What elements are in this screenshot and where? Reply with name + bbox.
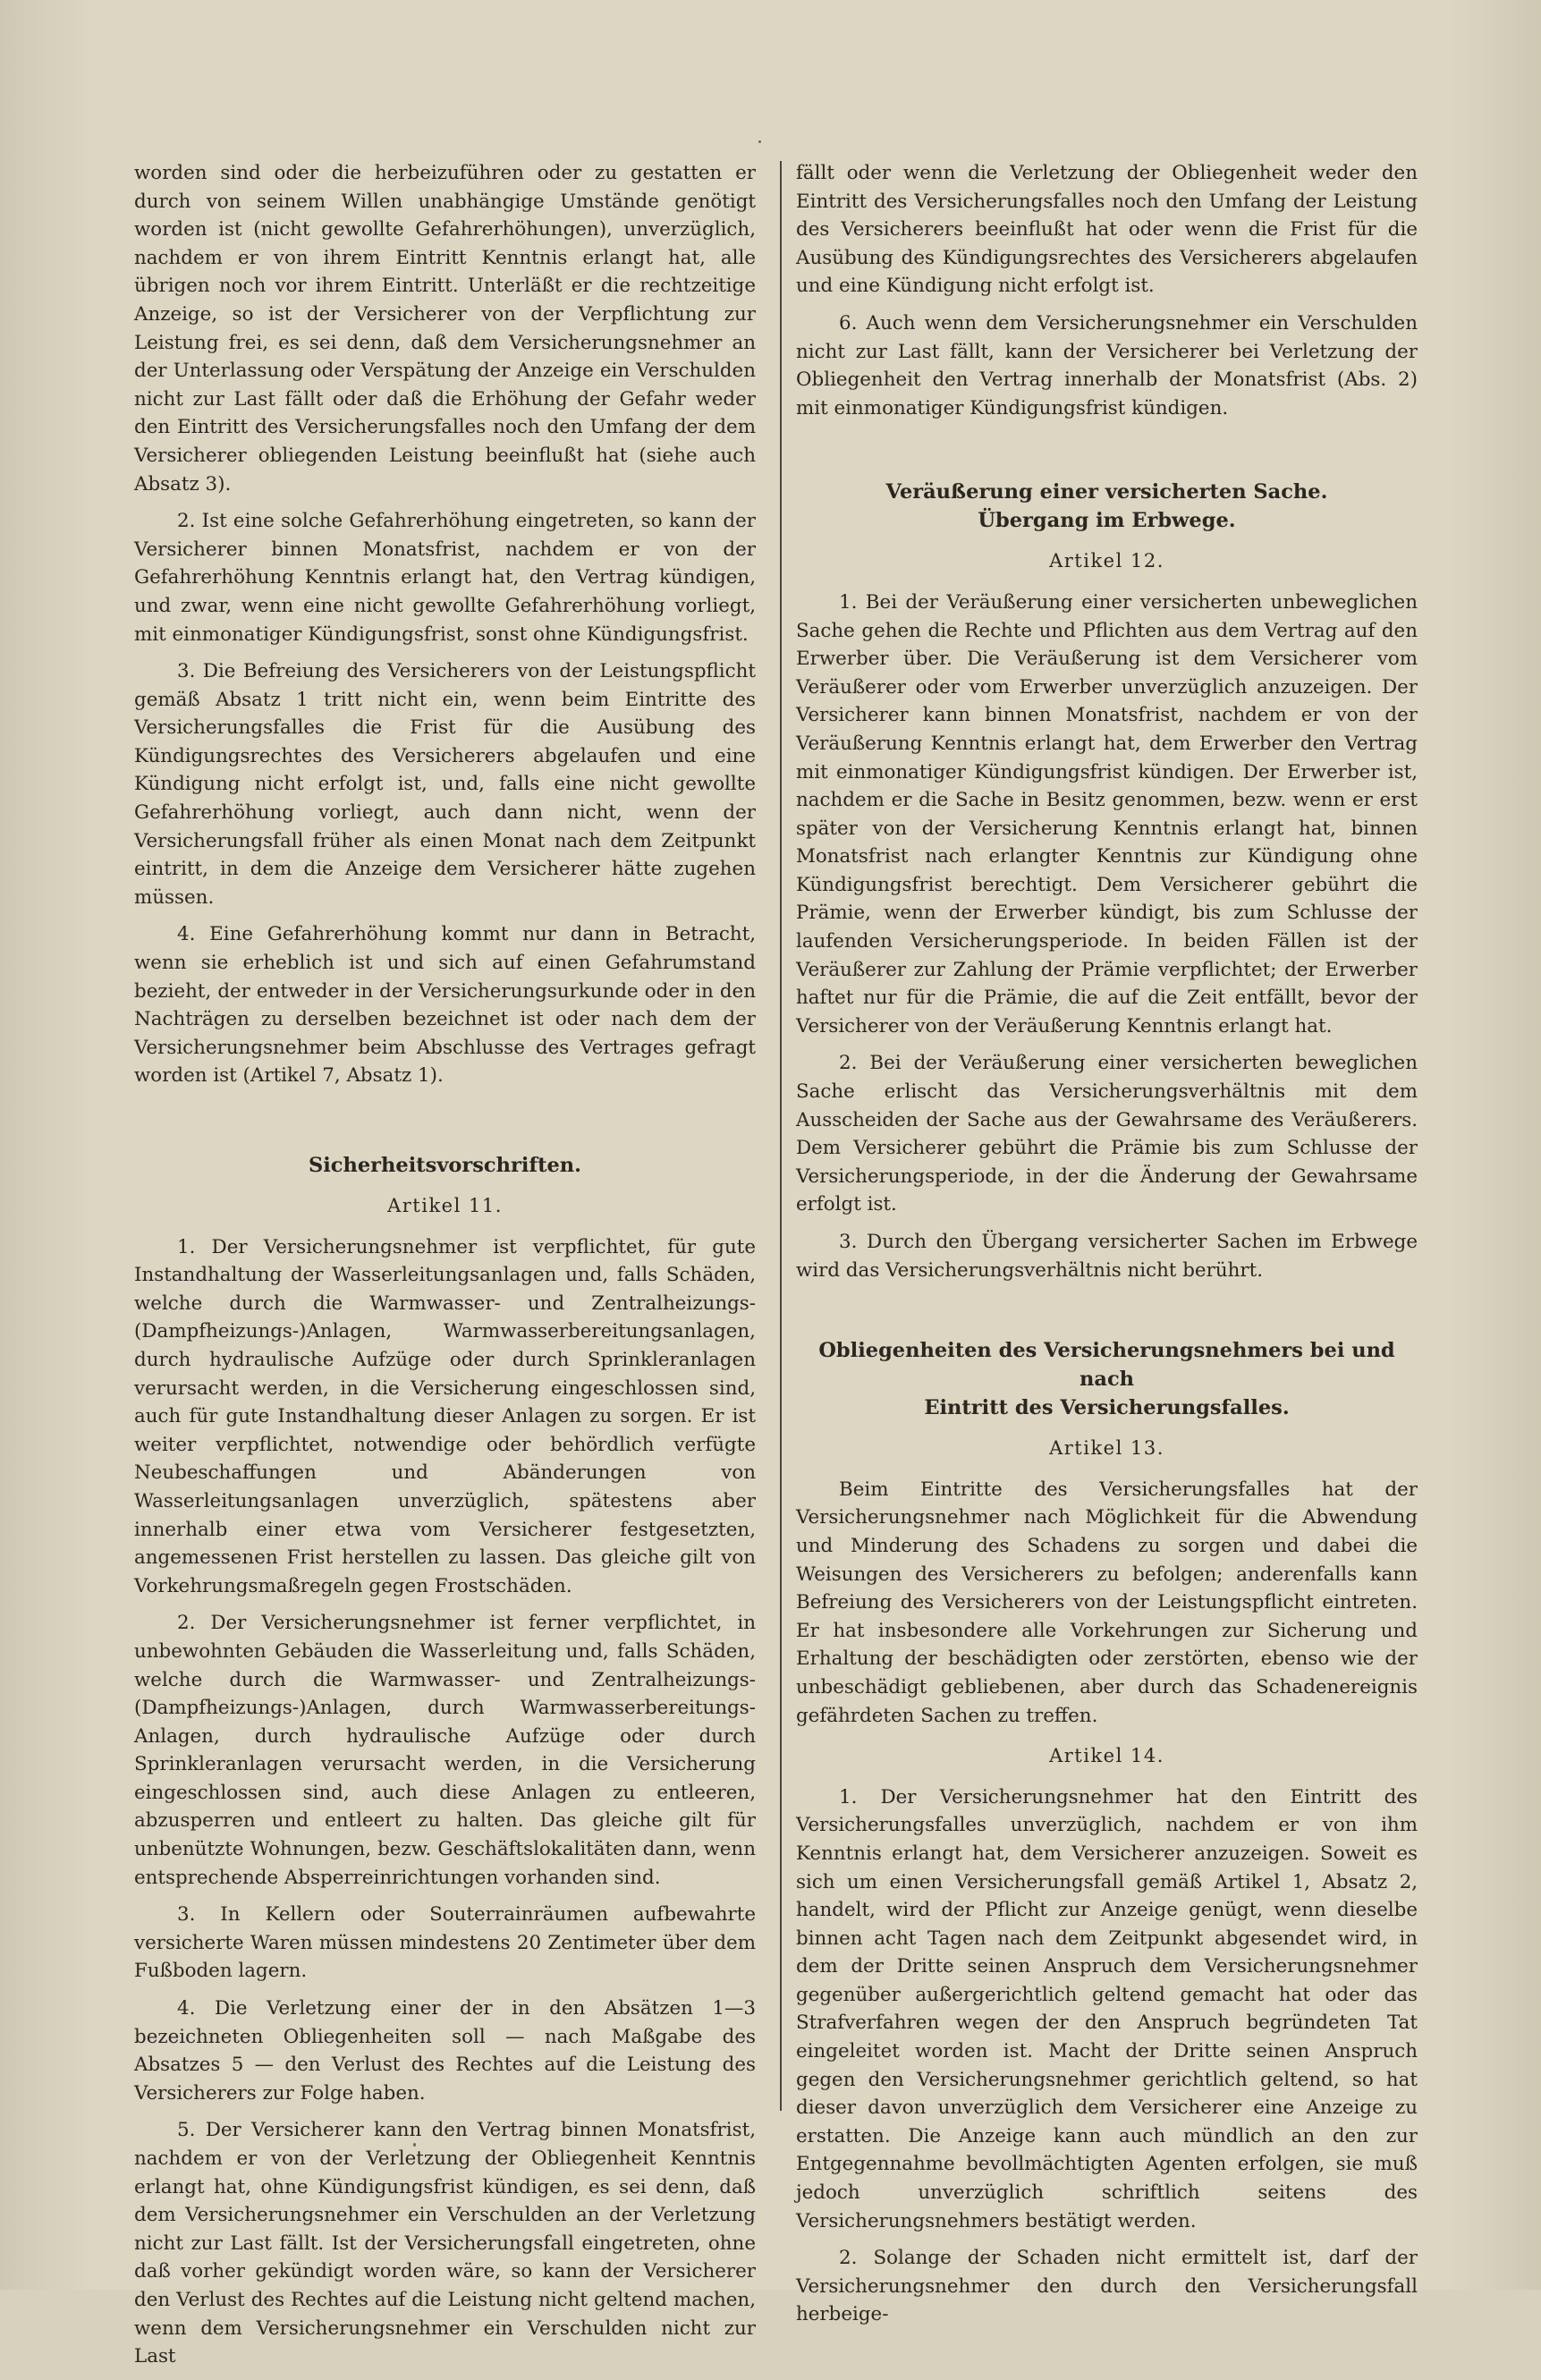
article-11-paragraph-6: 6. Auch wenn dem Versicherungsnehmer ein Verschulden nicht zur Last fällt, kann der Versicherer bei Verletzung der Obliegenheit den Vertrag innerhalb der Monatsfrist (Abs. 2) mit einmonatiger Kündigungsfrist kündigen. xyxy=(796,311,1418,419)
article-14-label: Artikel 14. xyxy=(1049,1745,1164,1767)
article-13-label: Artikel 13. xyxy=(1049,1437,1164,1460)
section-heading-safety: Sicherheitsvorschriften. xyxy=(309,1154,581,1177)
left-column xyxy=(134,159,756,2380)
article-11-paragraph-4: 4. Die Verletzung einer der in den Absätzen 1—3 bezeichneten Obliegenheiten soll — nach Maßgabe des Absatzes 5 — den Verlust des Rechtes auf die Leistung des Versicherers zur Folge haben. xyxy=(134,1997,756,2105)
article-11-paragraph-5: 5. Der Versicherer kann den Vertrag binnen Monatsfrist, nachdem er von der Verletzung der Obliegenheit Kenntnis erlangt hat, ohne Kündigungsfrist kündigen, es sei denn, daß dem Versicherungsnehmer ein Verschulden an der Verletzung nicht zur Last fällt. Ist der Versicherungsfall eingetreten, ohne daß vorher gekündigt worden wäre, so kann der Versicherer den Verlust des Rechtes auf die Leistung nicht geltend machen, wenn dem Versicherungsnehmer ein Verschulden nicht zur Last xyxy=(134,2119,756,2368)
paragraph-continuation-right: fällt oder wenn die Verletzung der Obliegenheit weder den Eintritt des Versicherungsfalles noch den Umfang der Leistung des Versicherers beeinflußt hat oder wenn die Frist für die Ausübung des Kündigungsrechtes des Versicherers abgelaufen und eine Kündigung nicht erfolgt ist. xyxy=(796,162,1418,298)
article-11-paragraph-1: 1. Der Versicherungsnehmer ist verpflichtet, für gute Instandhaltung der Wasserleitungsanlagen und, falls Schäden, welche durch die Warmwasser- und Zentralheizungs-(Dampfheizungs-)Anlagen, Warmwasserbereitungsanlagen, durch hydraulische Aufzüge oder durch Sprinkleranlagen verursacht werden, in die Versicherung eingeschlossen sind, auch für gute Instandhaltung dieser Anlagen zu sorgen. Er ist weiter verpflichtet, notwendige oder behördlich verfügte Neubeschaffungen und Abänderungen von Wasserleitungsanlagen unverzüglich, spätestens aber innerhalb einer etwa vom Versicherer festgesetzten, angemessenen Frist herstellen zu lassen. Das gleiche gilt von Vorkehrungsmaßregeln gegen Frostschäden. xyxy=(134,1235,756,1597)
article-11-paragraph-2: 2. Der Versicherungsnehmer ist ferner verpflichtet, in unbewohnten Gebäuden die Wasserleitung und, falls Schäden, welche durch die Warmwasser- und Zentralheizungs-(Dampfheizungs-)Anlagen, durch Warmwasserbereitungs-Anlagen, durch hydraulische Aufzüge oder durch Sprinkleranlagen verursacht werden, in die Versicherung eingeschlossen sind, auch diese Anlagen zu entleeren, abzusperren und entleert zu halten. Das gleiche gilt für unbenützte Wohnungen, bezw. Geschäftslokalitäten dann, wenn entsprechende Absperreinrichtungen vorhanden sind. xyxy=(134,1612,756,1889)
article-11-paragraph-3: 3. In Kellern oder Souterrainräumen aufbewahrte versicherte Waren müssen mindestens 20 Zentimeter über dem Fußboden lagern. xyxy=(134,1903,756,1983)
paragraph-3: 3. Die Befreiung des Versicherers von der Leistungspflicht gemäß Absatz 1 tritt nicht ein, wenn beim Eintritte des Versicherungsfalles die Frist für die Ausübung des Kündigungsrechtes des Versicherers abgelaufen und eine Kündigung nicht erfolgt ist, und, falls eine nicht gewollte Gefahrerhöhung vorliegt, auch dann nicht, wenn der Versicherungsfall früher als einen Monat nach dem Zeitpunkt eintritt, in dem die Anzeige dem Versicherer hätte zugehen müssen. xyxy=(134,660,756,909)
article-12-paragraph-3: 3. Durch den Übergang versicherter Sachen im Erbwege wird das Versicherungsverhältnis nicht berührt. xyxy=(796,1231,1418,1282)
paper-speck xyxy=(758,140,761,143)
paragraph-continuation: worden sind oder die herbeizuführen oder zu gestatten er durch von seinem Willen unabhängige Umstände genötigt worden ist (nicht gewollte Gefahrerhöhungen), unverzüglich, nachdem er von ihrem Eintritt Kenntnis erlangt hat, alle übrigen noch vor ihrem Eintritt. Unterläßt er die rechtzeitige Anzeige, so ist der Versicherer von der Verpflichtung zur Leistung frei, es sei denn, daß dem Versicherungsnehmer an der Unterlassung oder Verspätung der Anzeige ein Verschulden nicht zur Last fällt oder daß die Erhöhung der Gefahr weder den Eintritt des Versicherungsfalles noch den Umfang der dem Versicherer obliegenden Leistung beeinflußt hat (siehe auch Absatz 3). xyxy=(134,162,756,495)
article-13-paragraph-1: Beim Eintritte des Versicherungsfalles hat der Versicherungsnehmer nach Möglichkeit für die Abwendung und Minderung des Schadens zu sorgen und dabei die Weisungen des Versicherers zu befolgen; anderenfalls kann Befreiung des Versicherers von der Leistungspflicht eintreten. Er hat insbesondere alle Vorkehrungen zur Sicherung und Erhaltung der beschädigten oder zerstörten, ebenso wie der unbeschädigt gebliebenen, aber durch das Schadenereignis gefährdeten Sachen zu treffen. xyxy=(796,1478,1418,1727)
section-heading-sale-line-1: Veräußerung einer versicherten Sache. xyxy=(885,480,1328,504)
article-12-label: Artikel 12. xyxy=(1049,550,1164,572)
article-14-paragraph-1: 1. Der Versicherungsnehmer hat den Eintritt des Versicherungsfalles unverzüglich, nachdem er von ihm Kenntnis erlangt hat, dem Versicherer anzuzeigen. Soweit es sich um einen Versicherungsfall gemäß Artikel 1, Absatz 2, handelt, wird der Pflicht zur Anzeige genügt, wenn dieselbe binnen acht Tagen nach dem Zeitpunkt abgesendet wird, in dem der Dritte seinen Anspruch dem Versicherungsnehmer gegenüber außergerichtlich geltend gemacht hat oder das Strafverfahren wegen der den Anspruch begründeten Tat eingeleitet worden ist. Macht der Dritte seinen Anspruch gegen den Versicherungsnehmer gerichtlich geltend, so hat dieser davon unverzüglich dem Versicherer eine Anzeige zu erstatten. Die Anzeige kann auch mündlich an den zur Entgegennahme bevollmächtigten Agenten erfolgen, sie muß jedoch unverzüglich schriftlich seitens des Versicherungsnehmers bestätigt werden. xyxy=(796,1785,1418,2232)
paragraph-4: 4. Eine Gefahrerhöhung kommt nur dann in Betracht, wenn sie erheblich ist und sich auf einen Gefahrumstand bezieht, der entweder in der Versicherungsurkunde oder in den Nachträgen zu derselben bezeichnet ist oder nach dem der Versicherungsnehmer beim Abschlusse des Vertrages gefragt worden ist (Artikel 7, Absatz 1). xyxy=(134,923,756,1088)
article-11-label: Artikel 11. xyxy=(387,1195,503,1216)
section-heading-sale-line-2: Übergang im Erbwege. xyxy=(978,509,1236,533)
section-heading-duties-line-1: Obliegenheiten des Versicherungsnehmers bei und nach xyxy=(818,1339,1395,1392)
paper-speck xyxy=(413,2143,416,2147)
article-12-paragraph-2: 2. Bei der Veräußerung einer versicherten beweglichen Sache erlischt das Versicherungsverhältnis mit dem Ausscheiden der Sache aus der Gewahrsame des Veräußerers. Dem Versicherer gebührt die Prämie bis zum Schlusse der Versicherungsperiode, in der die Änderung der Gewahrsame erfolgt ist. xyxy=(796,1052,1418,1216)
article-12-paragraph-1: 1. Bei der Veräußerung einer versicherten unbeweglichen Sache gehen die Rechte und Pflichten aus dem Vertrag auf den Erwerber über. Die Veräußerung ist dem Versicherer vom Veräußerer oder vom Erwerber unverzüglich anzuzeigen. Der Versicherer kann binnen Monatsfrist, nachdem er von der Veräußerung Kenntnis erlangt hat, dem Erwerber den Vertrag mit einmonatiger Kündigungsfrist kündigen. Der Erwerber ist, nachdem er die Sache in Besitz genommen, bezw. wenn er erst später von der Versicherung Kenntnis erlangt hat, binnen Monatsfrist nach erlangter Kenntnis zur Kündigung ohne Kündigungsfrist berechtigt. Dem Versicherer gebührt die Prämie, wenn der Erwerber kündigt, bis zum Schlusse der laufenden Versicherungsperiode. In beiden Fällen ist der Veräußerer zur Zahlung der Prämie verpflichtet; der Erwerber haftet nur für die Prämie, die auf die Zeit entfällt, bevor der Versicherer von der Veräußerung Kenntnis erlangt hat. xyxy=(796,590,1418,1038)
right-column xyxy=(796,159,1418,2338)
column-divider xyxy=(780,161,782,2111)
paragraph-2: 2. Ist eine solche Gefahrerhöhung eingetreten, so kann der Versicherer binnen Monatsfrist, nachdem er von der Gefahrerhöhung Kenntnis erlangt hat, den Vertrag kündigen, und zwar, wenn eine nicht gewollte Gefahrerhöhung vorliegt, mit einmonatiger Kündigungsfrist, sonst ohne Kündigungsfrist. xyxy=(134,510,756,646)
section-heading-duties-line-2: Eintritt des Versicherungsfalles. xyxy=(924,1396,1290,1420)
article-14-paragraph-2: 2. Solange der Schaden nicht ermittelt ist, darf der Versicherungsnehmer den durch den Versicherungsfall herbeige- xyxy=(796,2247,1418,2326)
